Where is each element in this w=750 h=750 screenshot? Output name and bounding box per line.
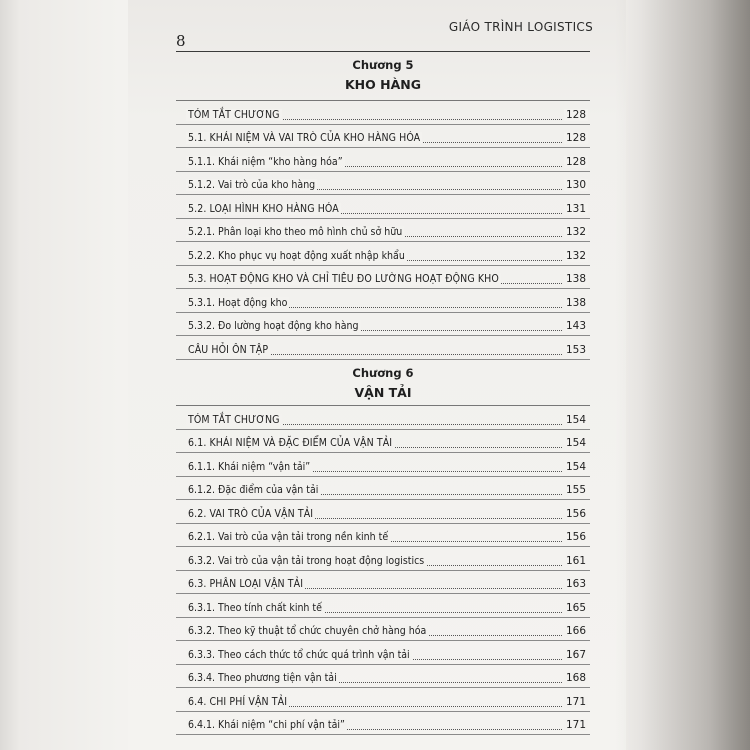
chapter-title: KHO HÀNG — [345, 77, 421, 92]
toc-entry-page: 128 — [565, 108, 586, 121]
toc-entry — [176, 148, 590, 172]
toc-entry-text: 5.1.2. Vai trò của kho hàng — [188, 179, 316, 191]
toc-entry-page: 154 — [565, 437, 586, 449]
toc-entry-page: 171 — [565, 695, 586, 708]
toc-entry-page: 165 — [565, 601, 586, 614]
toc-entry — [176, 500, 590, 524]
toc-entry — [176, 524, 590, 548]
toc-entry — [176, 242, 590, 266]
toc-entry-page: 168 — [565, 672, 586, 684]
toc-entry — [176, 195, 590, 219]
toc-entry-text: 5.3.1. Hoạt động kho — [188, 296, 288, 309]
running-header-title: GIÁO TRÌNH LOGISTICS — [448, 20, 593, 34]
toc-entry-text: 5.1. KHÁI NIỆM VÀ VAI TRÒ CỦA KHO HÀNG HÓA — [188, 132, 421, 144]
toc-entry — [176, 430, 590, 454]
toc-entry — [176, 453, 590, 477]
toc-entry-page: 155 — [565, 484, 586, 496]
toc-entry-text: 5.2.1. Phân loại kho theo mô hình chủ sở hữu — [188, 226, 403, 238]
toc-entry-text: 5.3. HOẠT ĐỘNG KHO VÀ CHỈ TIÊU ĐO LƯỜNG HOẠT ĐỘNG KHO — [188, 273, 499, 285]
toc-entry-page: 131 — [565, 202, 586, 215]
toc-entry — [176, 172, 590, 196]
toc-entry — [176, 665, 590, 689]
toc-entry — [176, 219, 590, 243]
toc-entry-page: 138 — [565, 296, 586, 309]
toc-entry — [176, 547, 590, 571]
toc-entry-text: TÓM TẮT CHƯƠNG — [188, 108, 280, 121]
toc-entry-text: 6.3.4. Theo phương tiện vận tải — [188, 672, 337, 684]
toc-entry-page: 166 — [565, 625, 586, 637]
toc-entry-text: 5.2. LOẠI HÌNH KHO HÀNG HÓA — [188, 202, 339, 215]
toc-entry — [176, 313, 590, 337]
toc-entry — [176, 406, 590, 430]
header-rule — [176, 51, 590, 52]
toc-entry — [176, 266, 590, 290]
toc-entry-page: 167 — [565, 648, 586, 661]
toc-entry-page: 132 — [565, 226, 586, 238]
toc-entry-text: 6.3.2. Vai trò của vận tải trong hoạt động logistics — [188, 554, 425, 567]
toc-entry-page: 128 — [565, 155, 586, 168]
toc-entry-text: 6.4. CHI PHÍ VẬN TẢI — [188, 695, 288, 708]
toc-entry-page: 171 — [565, 719, 586, 731]
toc-entry-text: 5.3.2. Đo lường hoạt động kho hàng — [188, 320, 359, 332]
toc-entry — [176, 571, 590, 595]
toc-entry — [176, 641, 590, 665]
toc-entry-text: 6.3. PHÂN LOẠI VẬN TẢI — [188, 578, 304, 590]
toc-entry — [176, 125, 590, 149]
toc-entry-text: 6.4.1. Khái niệm “chi phí vận tải” — [188, 719, 345, 731]
toc-entry-text: 6.3.1. Theo tính chất kinh tế — [188, 601, 322, 614]
toc-entry-text: CÂU HỎI ÔN TẬP — [188, 343, 269, 356]
toc-entry — [176, 336, 590, 360]
toc-entry-page: 154 — [565, 413, 586, 426]
toc-entry-page: 161 — [565, 554, 586, 567]
toc-entry — [176, 594, 590, 618]
toc-entry-text: 5.2.2. Kho phục vụ hoạt động xuất nhập khẩu — [188, 249, 405, 262]
toc-entry-text: 6.3.3. Theo cách thức tổ chức quá trình vận tải — [188, 648, 410, 661]
toc-entry — [176, 618, 590, 642]
toc-entry-page: 143 — [565, 320, 586, 332]
toc-entry-text: 6.1. KHÁI NIỆM VÀ ĐẶC ĐIỂM CỦA VẬN TẢI — [188, 437, 393, 449]
toc-entry-page: 154 — [565, 460, 586, 473]
toc-entry-text: TÓM TẮT CHƯƠNG — [188, 413, 280, 426]
chapter-label: Chương 5 — [352, 58, 414, 72]
toc-entry-page: 156 — [565, 531, 586, 543]
toc-entry-page: 132 — [565, 249, 586, 262]
chapter-label: Chương 6 — [352, 366, 414, 380]
toc-entry-text: 6.1.1. Khái niệm “vận tải” — [188, 460, 311, 473]
page-number: 8 — [176, 32, 186, 50]
toc-entry — [176, 477, 590, 501]
toc-entry-page: 130 — [565, 179, 586, 191]
toc-entry — [176, 688, 590, 712]
toc-entry — [176, 289, 590, 313]
toc-entry-page: 128 — [565, 132, 586, 144]
toc-entry-page: 156 — [565, 507, 586, 520]
toc-entry-text: 6.2. VAI TRÒ CỦA VẬN TẢI — [188, 507, 314, 520]
toc-entry-text: 5.1.1. Khái niệm “kho hàng hóa” — [188, 155, 343, 168]
toc-entry-page: 138 — [565, 273, 586, 285]
toc-chapter-6 — [176, 405, 590, 735]
toc-entry-text: 6.1.2. Đặc điểm của vận tải — [188, 484, 319, 496]
toc-entry — [176, 712, 590, 736]
toc-entry-page: 153 — [565, 343, 586, 356]
toc-entry-text: 6.2.1. Vai trò của vận tải trong nền kinh tế — [188, 531, 389, 543]
page-edge-shadow — [615, 0, 750, 750]
chapter-title: VẬN TẢI — [354, 385, 412, 400]
toc-entry — [176, 101, 590, 125]
toc-entry-page: 163 — [565, 578, 586, 590]
toc-entry-text: 6.3.2. Theo kỹ thuật tổ chức chuyên chở hàng hóa — [188, 625, 427, 637]
toc-chapter-5 — [176, 100, 590, 360]
